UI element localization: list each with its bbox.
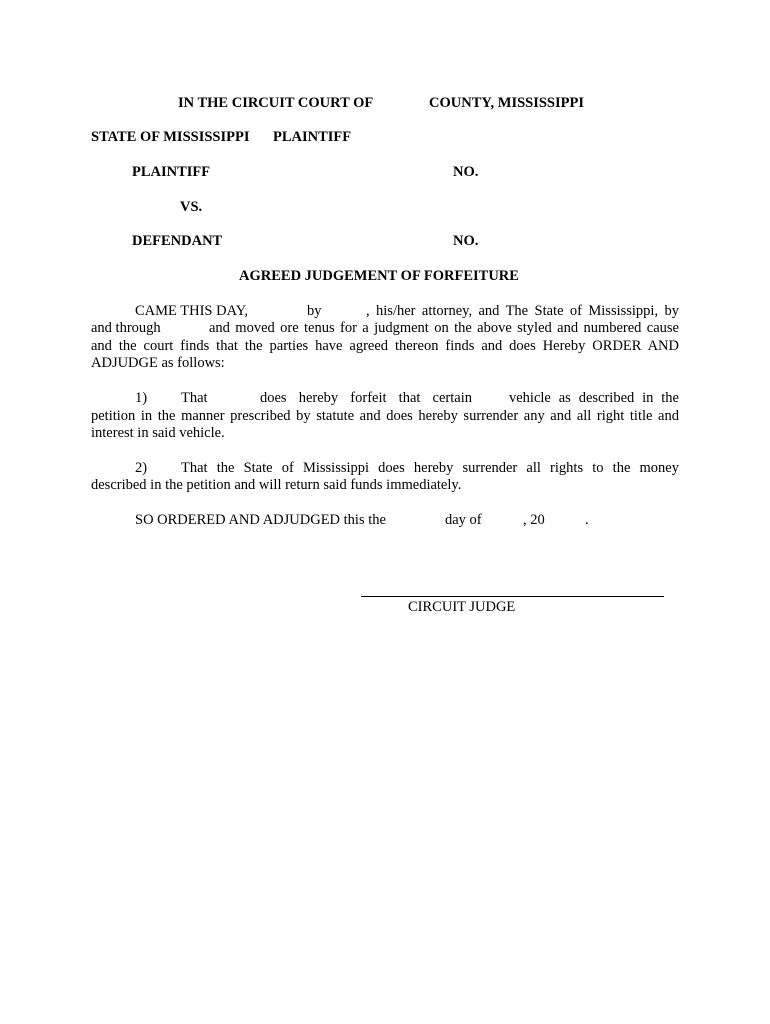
plaintiff-label: PLAINTIFF (132, 164, 211, 180)
order-text-a: SO ORDERED AND ADJUDGED this the (135, 512, 386, 528)
item1-line1-c: vehicle as described in the (509, 390, 679, 406)
item1-line1-a: That (181, 390, 208, 406)
signature-line (361, 596, 664, 597)
para1-line1-b: by (307, 303, 322, 319)
plaintiff-case-number: NO. (453, 164, 479, 180)
item1-line1-b: does hereby forfeit that certain (260, 390, 472, 406)
item1-line3: interest in said vehicle. (91, 425, 225, 441)
item1-number: 1) (135, 390, 148, 406)
para1-line2-b: and moved ore tenus for a judgment on the above styled and numbered cause (209, 320, 679, 336)
signature-label: CIRCUIT JUDGE (408, 599, 516, 615)
state-party-role: PLAINTIFF (273, 129, 352, 145)
defendant-label: DEFENDANT (132, 233, 223, 249)
state-party-name: STATE OF MISSISSIPPI (91, 129, 250, 145)
versus-label: VS. (180, 199, 203, 215)
court-header-left: IN THE CIRCUIT COURT OF (178, 95, 374, 111)
defendant-case-number: NO. (453, 233, 479, 249)
item2-line1: That the State of Mississippi does hereby surrender all rights to the money (181, 460, 679, 476)
document-title: AGREED JUDGEMENT OF FORFEITURE (239, 268, 519, 284)
para1-line1-c: , his/her attorney, and The State of Mississippi, by (366, 303, 679, 319)
order-period: . (585, 512, 589, 528)
order-day-of: day of (445, 512, 482, 528)
order-year-prefix: , 20 (523, 512, 545, 528)
item1-line2: petition in the manner prescribed by statute and does hereby surrender any and all right title and (91, 408, 679, 424)
item2-number: 2) (135, 460, 148, 476)
para1-line1-a: CAME THIS DAY, (135, 303, 248, 319)
court-header-right: COUNTY, MISSISSIPPI (429, 95, 584, 111)
para1-line2-a: and through (91, 320, 161, 336)
para1-line3: and the court finds that the parties have agreed thereon finds and does Hereby ORDER AND (91, 338, 679, 354)
item2-line2: described in the petition and will return said funds immediately. (91, 477, 462, 493)
para1-line4: ADJUDGE as follows: (91, 355, 225, 371)
